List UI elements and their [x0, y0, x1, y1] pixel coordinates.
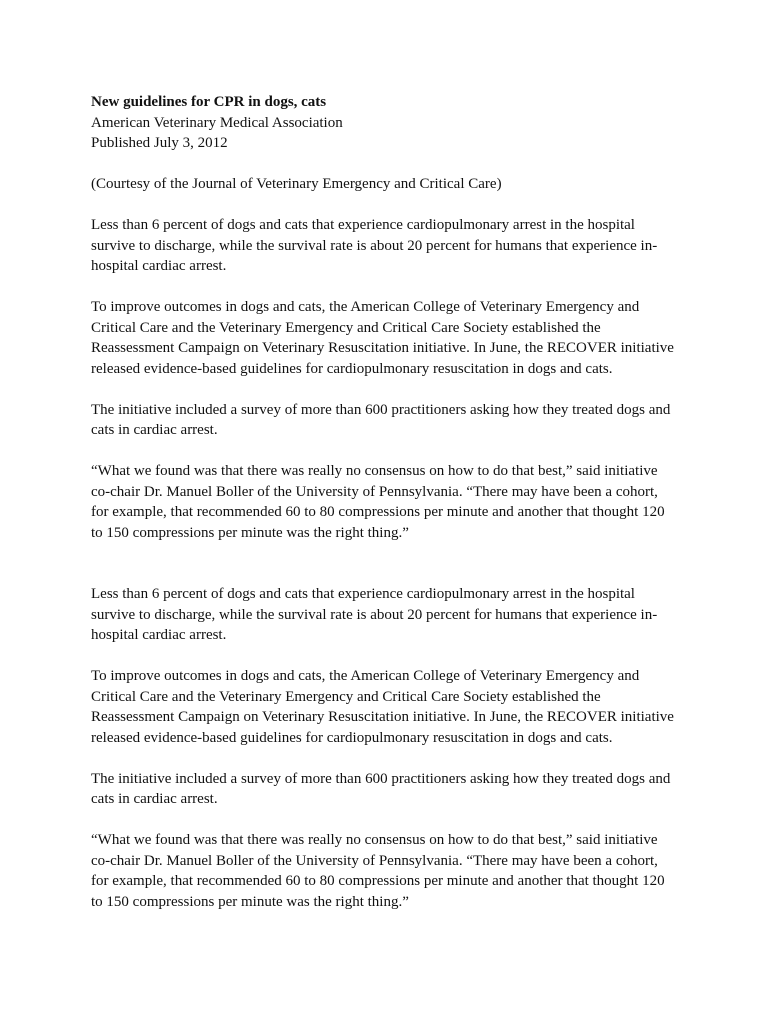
paragraph-line: Reassessment Campaign on Veterinary Resuscitation initiative. In June, the RECOVER initiative — [91, 340, 674, 356]
paragraph-line: Critical Care and the Veterinary Emergency and Critical Care Society established the — [91, 688, 601, 705]
paragraph-line: for example, that recommended 60 to 80 compressions per minute and another that thought 120 — [91, 504, 665, 520]
paragraph — [91, 769, 691, 810]
paragraph-line: “What we found was that there was really no consensus on how to do that best,” said initiative — [91, 463, 658, 479]
paragraph-line: To improve outcomes in dogs and cats, the American College of Veterinary Emergency and — [91, 668, 640, 684]
paragraph-line: Less than 6 percent of dogs and cats that experience cardiopulmonary arrest in the hospital — [91, 217, 635, 233]
article-body — [91, 92, 691, 933]
paragraph-line: Critical Care and the Veterinary Emergency and Critical Care Society established the — [91, 319, 601, 336]
paragraph-line: to 150 compressions per minute was the right thing.” — [91, 524, 409, 541]
paragraph-line: Less than 6 percent of dogs and cats that experience cardiopulmonary arrest in the hospital — [91, 586, 635, 602]
paragraph-line: To improve outcomes in dogs and cats, the American College of Veterinary Emergency and — [91, 299, 640, 315]
paragraph-line: co-chair Dr. Manuel Boller of the University of Pennsylvania. “There may have been a cohort, — [91, 483, 658, 500]
paragraph-line: released evidence-based guidelines for cardiopulmonary resuscitation in dogs and cats. — [91, 360, 613, 377]
paragraph — [91, 174, 691, 195]
paragraph — [91, 461, 691, 543]
paragraph — [91, 830, 691, 912]
paragraph — [91, 666, 691, 748]
article-header — [91, 92, 691, 154]
paragraph — [91, 215, 691, 277]
paragraph-line: (Courtesy of the Journal of Veterinary Emergency and Critical Care) — [91, 176, 502, 192]
article-sections — [91, 174, 691, 912]
article-date: Published July 3, 2012 — [91, 135, 228, 151]
paragraph-line: to 150 compressions per minute was the right thing.” — [91, 893, 409, 910]
paragraph-line: hospital cardiac arrest. — [91, 258, 227, 274]
paragraph-line: cats in cardiac arrest. — [91, 791, 218, 807]
paragraph — [91, 297, 691, 379]
paragraph-line: survive to discharge, while the survival rate is about 20 percent for humans that experience in- — [91, 237, 658, 254]
paragraph — [91, 584, 691, 646]
paragraph-line: hospital cardiac arrest. — [91, 627, 227, 643]
paragraph-line: The initiative included a survey of more than 600 practitioners asking how they treated dogs and — [91, 770, 671, 787]
article-title: New guidelines for CPR in dogs, cats — [91, 94, 327, 110]
paragraph-line: Reassessment Campaign on Veterinary Resuscitation initiative. In June, the RECOVER initiative — [91, 709, 674, 725]
paragraph-line: The initiative included a survey of more than 600 practitioners asking how they treated dogs and — [91, 401, 671, 418]
paragraph-line: co-chair Dr. Manuel Boller of the University of Pennsylvania. “There may have been a cohort, — [91, 852, 658, 869]
article-source: American Veterinary Medical Association — [91, 114, 343, 131]
paragraph-line: released evidence-based guidelines for cardiopulmonary resuscitation in dogs and cats. — [91, 729, 613, 746]
paragraph-line: survive to discharge, while the survival rate is about 20 percent for humans that experience in- — [91, 606, 658, 623]
paragraph — [91, 400, 691, 441]
paragraph-line: cats in cardiac arrest. — [91, 422, 218, 438]
paragraph-line: for example, that recommended 60 to 80 compressions per minute and another that thought 120 — [91, 873, 665, 889]
paragraph-line: “What we found was that there was really no consensus on how to do that best,” said initiative — [91, 832, 658, 848]
section-gap — [91, 564, 691, 585]
